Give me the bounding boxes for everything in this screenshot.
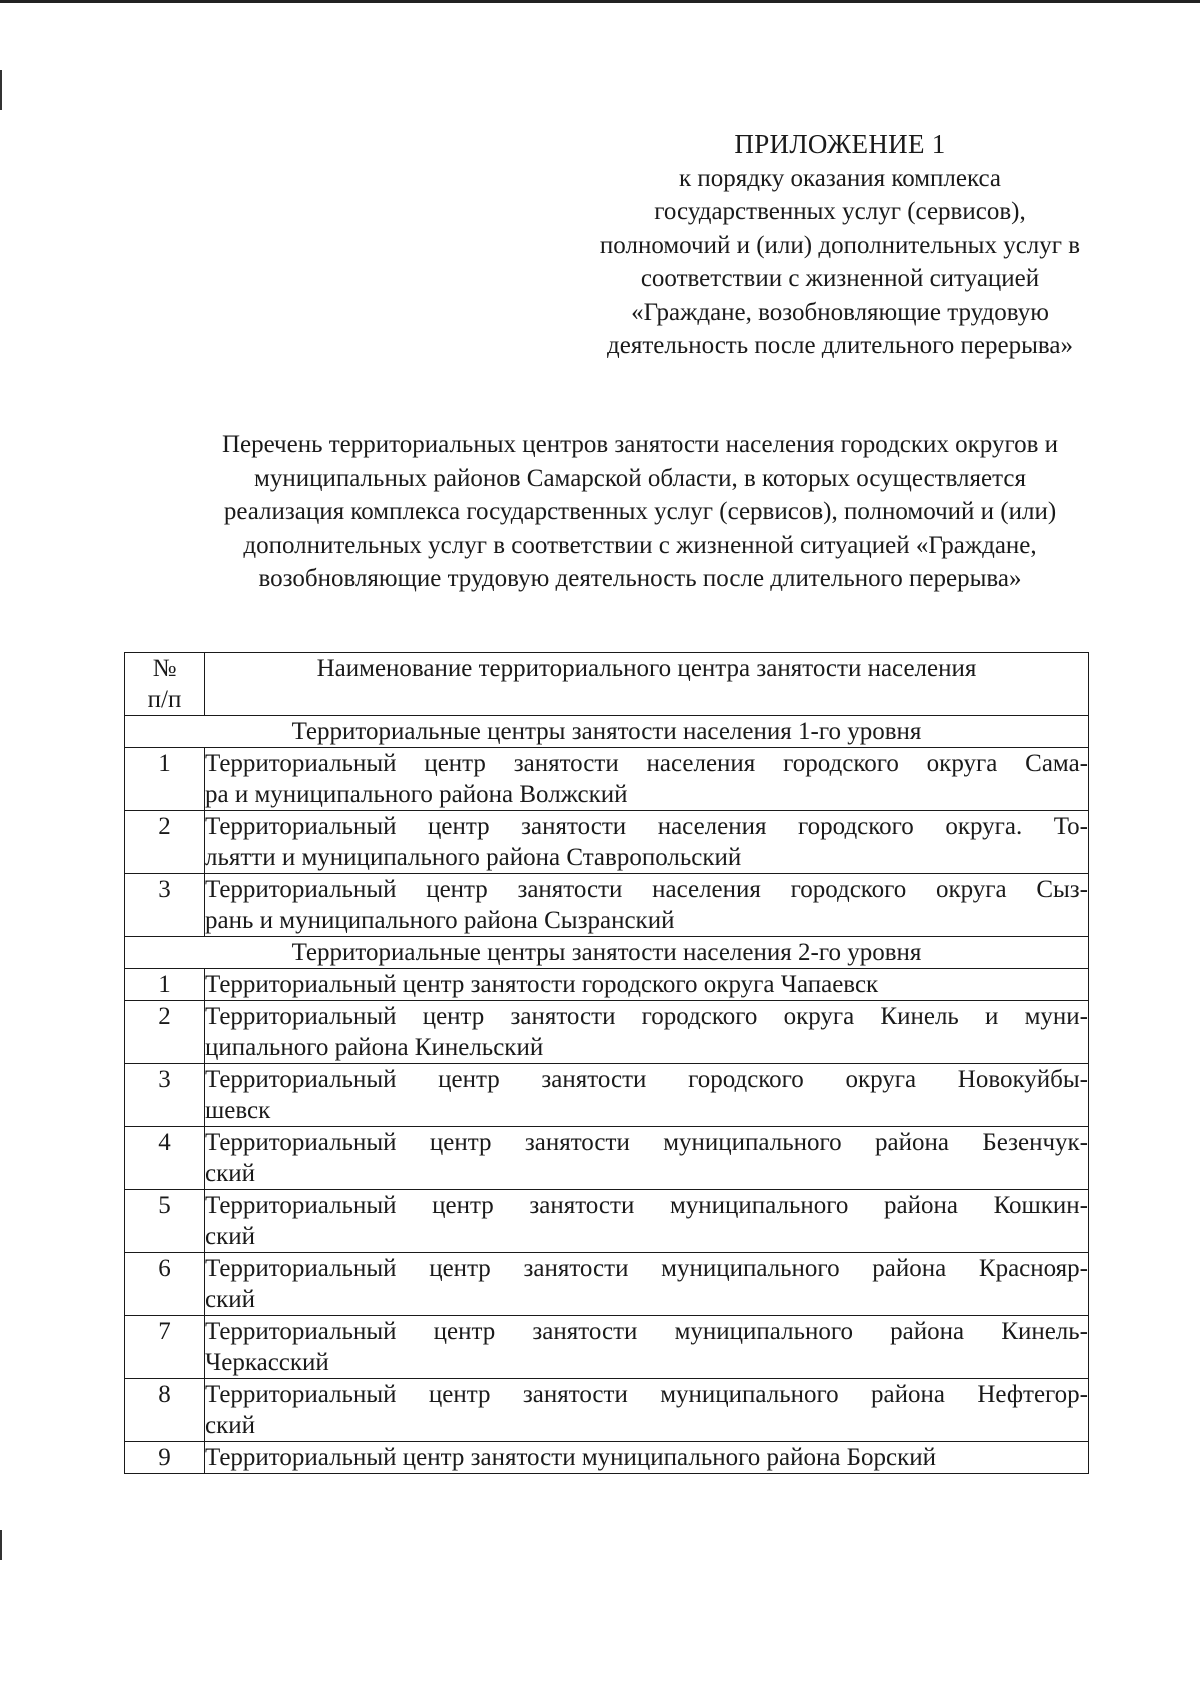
center-name-line: Территориальный центр занятости муниципального района Кинель-	[205, 1318, 1088, 1345]
table-row	[125, 1442, 1089, 1474]
center-name-line: Территориальный центр занятости городского округа Новокуйбы-	[205, 1066, 1088, 1093]
row-number: 6	[125, 1253, 205, 1316]
section-title: Территориальные центры занятости населения 2-го уровня	[125, 937, 1089, 969]
appendix-heading: ПРИЛОЖЕНИЕ 1	[734, 129, 946, 159]
center-name	[205, 1442, 1089, 1474]
row-number: 1	[125, 748, 205, 811]
center-name	[205, 811, 1089, 874]
scan-edge-mark	[0, 70, 2, 110]
center-name-line: рань и муниципального района Сызранский	[205, 907, 675, 934]
list-title-line: муниципальных районов Самарской области, в которых осуществляется	[254, 464, 1026, 492]
list-title-line: Перечень территориальных центров занятости населения городских округов и	[221, 431, 1059, 458]
center-name-line: Территориальный центр занятости муниципального района Безенчук-	[205, 1129, 1088, 1156]
scan-edge-mark	[0, 1530, 2, 1560]
center-name-line: Территориальный центр занятости населения городского округа Сыз-	[205, 876, 1088, 903]
top-border-rule	[0, 0, 1200, 3]
table-row	[125, 969, 1089, 1001]
row-number: 9	[125, 1442, 205, 1474]
center-name-text: Территориальный центр занятости городского округа Чапаевск	[205, 971, 879, 998]
center-name-line: Территориальный центр занятости городского округа Кинель и муни-	[205, 1003, 1088, 1030]
table-row	[125, 1379, 1089, 1442]
center-name	[205, 1064, 1089, 1127]
row-number: 7	[125, 1316, 205, 1379]
center-name-line: Территориальный центр занятости населения городского округа. То-	[205, 813, 1088, 840]
row-number: 3	[125, 874, 205, 937]
center-name-text: Территориальный центр занятости муниципального района Борский	[205, 1444, 937, 1471]
table-row	[125, 1127, 1089, 1190]
center-name-line: Территориальный центр занятости муниципального района Кошкин-	[205, 1192, 1088, 1219]
table-row	[125, 1253, 1089, 1316]
center-name-line: ский	[205, 1286, 255, 1313]
center-name	[205, 1001, 1089, 1064]
center-name	[205, 1127, 1089, 1190]
center-name-line: Черкасский	[205, 1349, 329, 1376]
center-name	[205, 1379, 1089, 1442]
table-row	[125, 811, 1089, 874]
center-name-line: льятти и муниципального района Ставропольский	[205, 844, 742, 871]
header-name-cell: Наименование территориального центра занятости населения	[205, 653, 1089, 716]
center-name	[205, 874, 1089, 937]
center-name	[205, 748, 1089, 811]
center-name-line: ский	[205, 1160, 255, 1187]
center-name-line: ский	[205, 1223, 255, 1250]
row-number: 2	[125, 811, 205, 874]
center-name-line: ский	[205, 1412, 255, 1439]
center-name-line: Территориальный центр занятости муниципального района Нефтегор-	[205, 1381, 1088, 1408]
appendix-block	[560, 128, 1120, 363]
table-row	[125, 1190, 1089, 1253]
table-row	[125, 748, 1089, 811]
appendix-line: «Граждане, возобновляющие трудовую	[631, 298, 1049, 326]
table-row	[125, 1001, 1089, 1064]
header-num-cell	[125, 653, 205, 716]
list-title-line: дополнительных услуг в соответствии с жизненной ситуацией «Граждане,	[243, 531, 1037, 559]
appendix-line: государственных услуг (сервисов),	[654, 198, 1026, 225]
center-name	[205, 1190, 1089, 1253]
centers-table	[124, 652, 1089, 1474]
header-num-abbr: п/п	[147, 686, 182, 713]
center-name-line: Территориальный центр занятости муниципального района Краснояр-	[205, 1255, 1088, 1282]
table-header-row	[125, 653, 1089, 716]
row-number: 2	[125, 1001, 205, 1064]
center-name-line: шевск	[205, 1097, 271, 1124]
row-number: 1	[125, 969, 205, 1001]
section-row	[125, 716, 1089, 748]
center-name-line: ра и муниципального района Волжский	[205, 781, 628, 808]
row-number: 5	[125, 1190, 205, 1253]
appendix-line: деятельность после длительного перерыва»	[607, 332, 1073, 359]
list-title	[140, 428, 1140, 596]
table-row	[125, 1064, 1089, 1127]
center-name-line: Территориальный центр занятости населения городского округа Сама-	[205, 750, 1088, 777]
center-name	[205, 969, 1089, 1001]
section-title: Территориальные центры занятости населения 1-го уровня	[125, 716, 1089, 748]
list-title-line: возобновляющие трудовую деятельность после длительного перерыва»	[258, 565, 1022, 592]
center-name	[205, 1253, 1089, 1316]
row-number: 4	[125, 1127, 205, 1190]
center-name	[205, 1316, 1089, 1379]
center-name-line: ципального района Кинельский	[205, 1034, 544, 1061]
appendix-line: соответствии с жизненной ситуацией	[640, 265, 1040, 292]
table-row	[125, 1316, 1089, 1379]
table-row	[125, 874, 1089, 937]
header-num-symbol: №	[152, 655, 177, 682]
row-number: 3	[125, 1064, 205, 1127]
section-row	[125, 937, 1089, 969]
row-number: 8	[125, 1379, 205, 1442]
appendix-line: полномочий и (или) дополнительных услуг в	[599, 231, 1081, 259]
appendix-line: к порядку оказания комплекса	[678, 164, 1002, 192]
list-title-line: реализация комплекса государственных услуг (сервисов), полномочий и (или)	[223, 498, 1057, 525]
